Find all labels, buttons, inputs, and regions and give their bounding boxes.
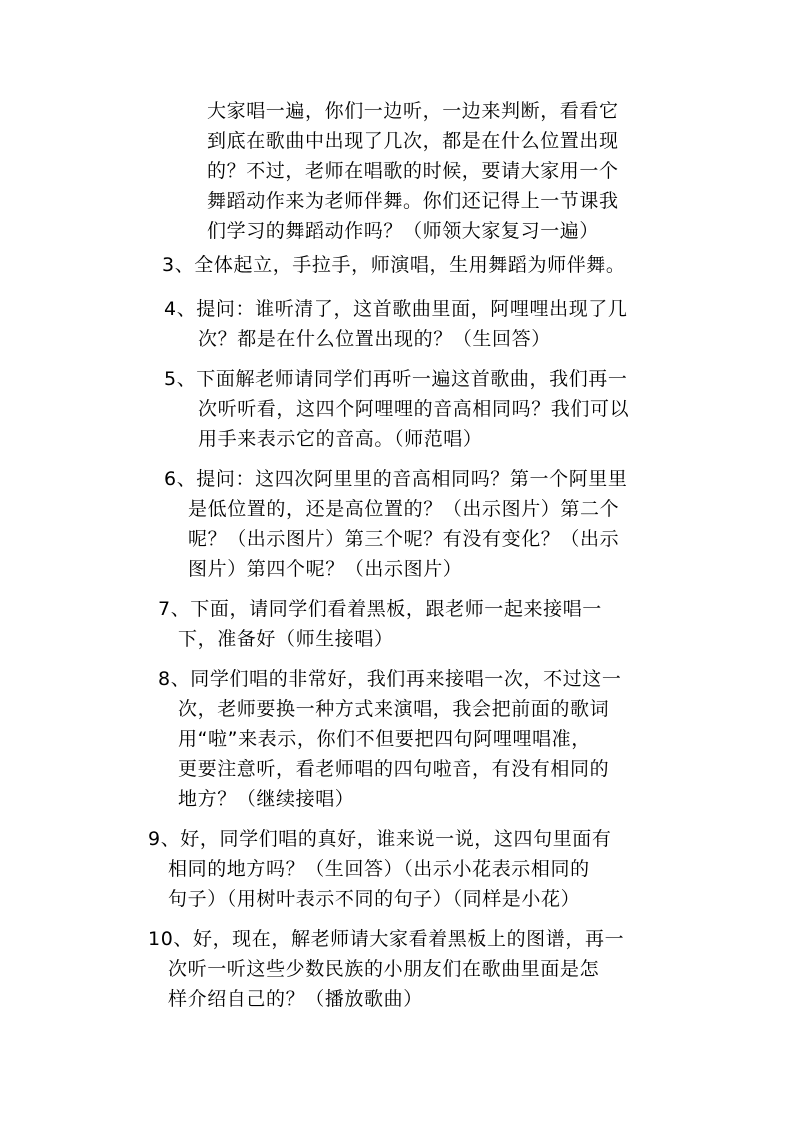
- step-6-line: 图片）第四个呢？（出示图片）: [188, 558, 463, 580]
- step-6-line: 呢？（出示图片）第三个呢？有没有变化？（出示: [188, 528, 620, 550]
- intro-line: 大家唱一遍，你们一边听，一边来判断，看看它: [207, 100, 619, 122]
- step-10-line: 10、好，现在，解老师请大家看着黑板上的图谱，再一: [148, 928, 625, 950]
- step-4-line: 次？都是在什么位置出现的？（生回答）: [198, 328, 551, 350]
- step-10-line: 样介绍自己的？（播放歌曲）: [168, 988, 423, 1010]
- step-7-line: 下，准备好（师生接唱）: [178, 628, 394, 650]
- step-8-line: 地方？（继续接唱）: [178, 788, 355, 810]
- intro-line: 们学习的舞蹈动作吗？（师领大家复习一遍）: [207, 220, 600, 242]
- step-10-line: 次听一听这些少数民族的小朋友们在歌曲里面是怎: [168, 958, 600, 980]
- intro-line: 舞蹈动作来为老师伴舞。你们还记得上一节课我: [207, 190, 619, 212]
- intro-line: 的？不过，老师在唱歌的时候，要请大家用一个: [207, 160, 619, 182]
- step-8-line: 用“啦”来表示，你们不但要把四句阿哩哩唱准，: [178, 728, 591, 750]
- step-9-line: 相同的地方吗？（生回答）（出示小花表示相同的: [168, 858, 590, 880]
- step-8-line: 8、同学们唱的非常好，我们再来接唱一次，不过这一: [158, 668, 622, 690]
- step-5-line: 用手来表示它的音高。（师范唱）: [198, 428, 483, 450]
- step-6-line: 6、提问：这四次阿里里的音高相同吗？第一个阿里里: [164, 468, 628, 490]
- step-6-line: 是低位置的，还是高位置的？（出示图片）第二个: [188, 498, 620, 520]
- step-8-line: 更要注意听，看老师唱的四句啦音，有没有相同的: [178, 758, 610, 780]
- step-4-line: 4、提问：谁听清了，这首歌曲里面，阿哩哩出现了几: [164, 298, 628, 320]
- step-8-line: 次，老师要换一种方式来演唱，我会把前面的歌词: [178, 698, 610, 720]
- step-5-line: 5、下面解老师请同学们再听一遍这首歌曲，我们再一: [164, 368, 628, 390]
- intro-line: 到底在歌曲中出现了几次，都是在什么位置出现: [207, 130, 619, 152]
- step-9-line: 9、好，同学们唱的真好，谁来说一说，这四句里面有: [148, 828, 612, 850]
- step-9-line: 句子）（用树叶表示不同的句子）（同样是小花）: [168, 888, 581, 910]
- step-7-line: 7、下面，请同学们看着黑板，跟老师一起来接唱一: [158, 598, 602, 620]
- step-5-line: 次听听看，这四个阿哩哩的音高相同吗？我们可以: [198, 398, 630, 420]
- step-3-line: 3、全体起立，手拉手，师演唱，生用舞蹈为师伴舞。: [162, 254, 626, 276]
